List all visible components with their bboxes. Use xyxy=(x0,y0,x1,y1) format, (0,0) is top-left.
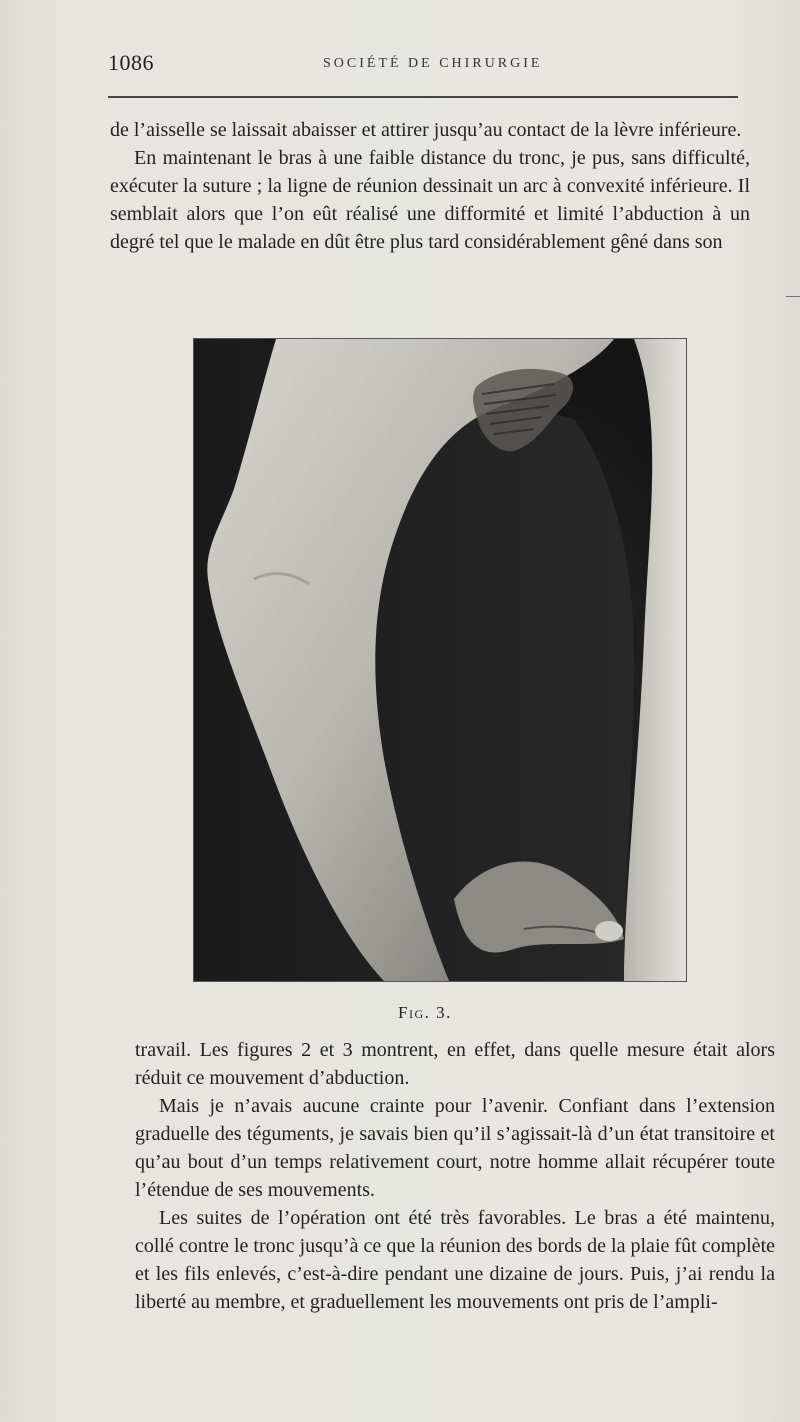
running-head: SOCIÉTÉ DE CHIRURGIE xyxy=(323,56,543,71)
page-number: 1086 xyxy=(108,50,154,75)
margin-mark xyxy=(786,296,800,297)
paragraph: En maintenant le bras à une faible distance du tronc, je pus, sans difficulté, exécuter la suture ; la ligne de réunion dessinait un arc à convexité inférieure. Il semblait alors que l’on eût réalisé une difformité et limité l’abduction à un degré tel que le malade en dût être plus tard considérablement gêné dans son xyxy=(110,147,750,253)
page-header xyxy=(108,50,738,80)
text-block-bottom xyxy=(135,1036,775,1316)
paragraph: Les suites de l’opération ont été très favorables. Le bras a été maintenu, collé contre le tronc jusqu’à ce que la réunion des bords de la plaie fût complète et les fils enlevés, c’est-à-dire pendant une dizaine de jours. Puis, j’ai rendu la liberté au membre, et graduellement les mouvements ont pris de l’ampli- xyxy=(135,1207,775,1313)
arm-photograph-image xyxy=(194,339,686,981)
figure-caption: Fig. 3. xyxy=(398,1003,452,1022)
text-block-top xyxy=(110,116,750,256)
paragraph: Mais je n’avais aucune crainte pour l’avenir. Confiant dans l’extension graduelle des téguments, je savais bien qu’il s’agissait-là d’un état transitoire et qu’au bout d’un temps relativement court, notre homme allait récupérer toute l’étendue de ses mouvements. xyxy=(135,1095,775,1201)
figure-photograph xyxy=(193,338,687,982)
paragraph: de l’aisselle se laissait abaisser et attirer jusqu’au contact de la lèvre inférieure. xyxy=(110,119,742,141)
header-rule xyxy=(108,96,738,98)
paragraph: travail. Les figures 2 et 3 montrent, en effet, dans quelle mesure était alors réduit ce mouvement d’abduction. xyxy=(135,1039,775,1089)
